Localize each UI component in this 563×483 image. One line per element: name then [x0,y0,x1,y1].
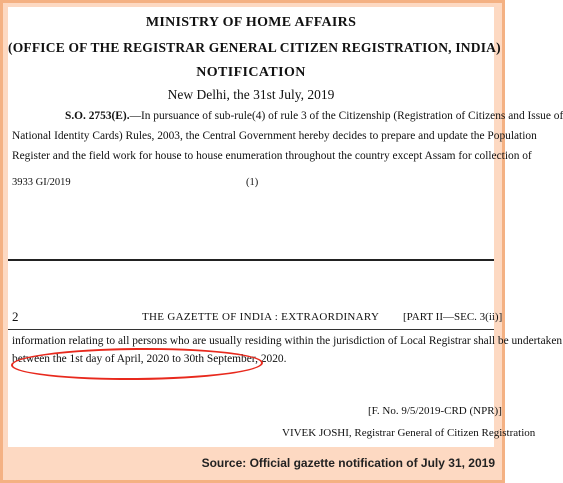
page-divider [8,259,494,261]
signatory: VIVEK JOSHI, Registrar General of Citizen Registration [282,427,536,439]
page2-line-2-highlighted: between the 1st day of April, 2020 to 30th September, 2020. [12,353,287,365]
part-label: [PART II—SEC. 3(ii)] [403,311,503,323]
body-line-1-text: —In pursuance of sub-rule(4) of rule 3 of the Citizenship (Registration of Citizens and Issue of [129,110,563,122]
footer-code: 3933 GI/2019 [12,177,71,188]
dateline: New Delhi, the 31st July, 2019 [167,87,335,102]
page-number: 2 [12,309,19,324]
body-line-3: Register and the field work for house to house enumeration throughout the country except Assam for collection of [12,150,532,162]
header-rule [8,329,494,330]
file-number: [F. No. 9/5/2019-CRD (NPR)] [368,405,502,417]
office-heading: (OFFICE OF THE REGISTRAR GENERAL CITIZEN REGISTRATION, INDIA) [8,40,501,55]
notification-heading: NOTIFICATION [196,65,306,80]
body-line-1 [65,110,563,122]
source-caption: Source: Official gazette notification of July 31, 2019 [201,456,495,470]
page2-line-1: information relating to all persons who are usually residing within the jurisdiction of Local Registrar shall be undertaken [12,335,563,347]
gazette-title: THE GAZETTE OF INDIA : EXTRAORDINARY [142,311,380,323]
body-line-2: National Identity Cards) Rules, 2003, the Central Government hereby decides to prepare and update the Population [12,130,537,142]
ministry-heading: MINISTRY OF HOME AFFAIRS [145,15,357,30]
page-marker: (1) [246,177,259,188]
gazette-clipping [8,7,563,447]
so-number: S.O. 2753(E). [65,110,130,122]
